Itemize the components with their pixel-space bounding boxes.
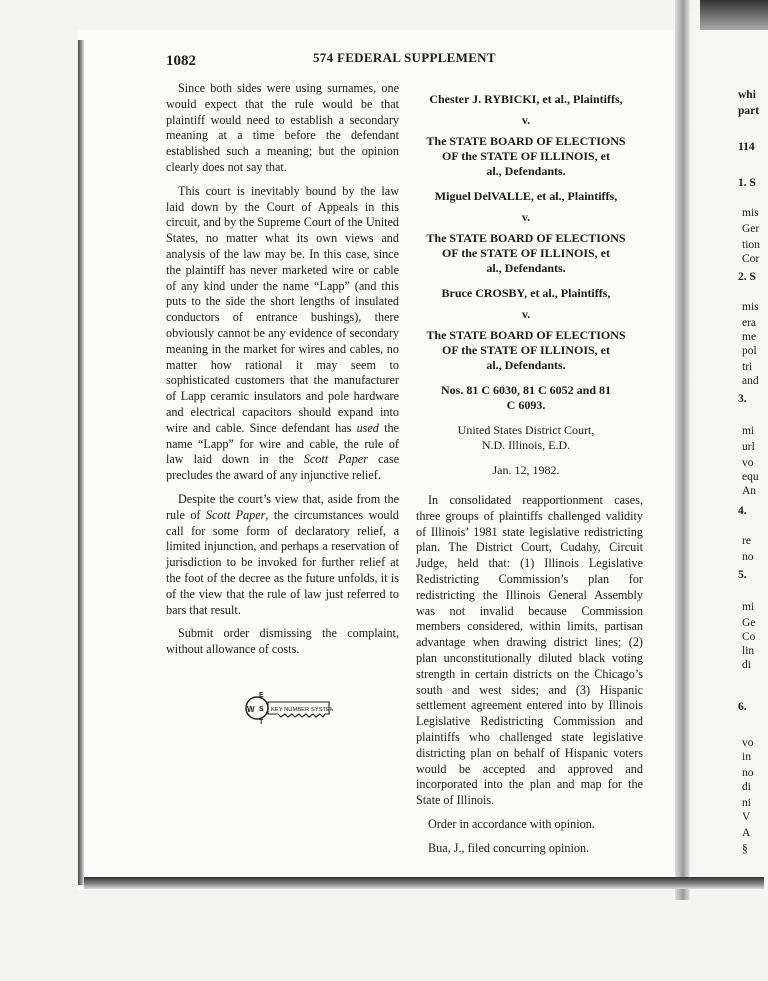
adjacent-page-fragment: part: [738, 105, 760, 117]
court-district: N.D. Illinois, E.D.: [481, 438, 571, 452]
adjacent-page-fragment: ni: [742, 797, 751, 809]
paragraph: Despite the court’s view that, aside from the rule of Scott Paper, the circumstances would call for some form of declaratory relief, a limited injunction, and perhaps a reservation of jurisdiction to be invoked for further relief at the foot of the decree as the future unfolds, it is of the view that the rule of law just referred to bars that result.: [166, 491, 400, 617]
west-key-number-seal: [243, 688, 333, 745]
adjacent-page-fragment: era: [742, 317, 757, 329]
defendant-line: The STATE BOARD OF ELECTIONS: [426, 231, 626, 245]
seal-letter: S: [259, 706, 264, 713]
court-name: United States District Court,: [457, 423, 595, 437]
syllabus-order: Order in accordance with opinion.: [428, 816, 595, 831]
adjacent-page-fragment: pol: [742, 345, 757, 357]
adjacent-page-fragment: vo: [742, 457, 754, 469]
adjacent-page-fragment: mi: [742, 425, 755, 437]
seal-letter: T: [259, 719, 264, 726]
syllabus-concurring: Bua, J., filed concurring opinion.: [428, 840, 590, 855]
defendant-line: al., Defendants.: [486, 261, 566, 275]
defendant-line: OF the STATE OF ILLINOIS, et: [441, 343, 611, 357]
defendant-line: The STATE BOARD OF ELECTIONS: [426, 134, 626, 148]
adjacent-page-fragment: me: [742, 331, 757, 343]
adjacent-page-fragment: Co: [742, 631, 756, 643]
docket-number: Nos. 81 C 6030, 81 C 6052 and 81: [440, 383, 611, 397]
adjacent-page-fragment: di: [742, 659, 751, 671]
adjacent-page-fragment: A: [742, 827, 751, 839]
seal-text: KEY NUMBER SYSTEM: [271, 707, 333, 713]
adjacent-page-fragment: tri: [742, 361, 753, 373]
adjacent-page-fragment: url: [742, 441, 755, 453]
defendant-line: OF the STATE OF ILLINOIS, et: [441, 149, 611, 163]
adjacent-page-fragment: 1. S: [738, 177, 756, 189]
adjacent-page-fragment: An: [742, 485, 757, 497]
running-head: 574 FEDERAL SUPPLEMENT: [313, 50, 496, 65]
versus: v.: [521, 307, 531, 321]
paragraph: Submit order dismissing the complaint, without allowance of costs.: [166, 626, 399, 657]
adjacent-page-fragment: whi: [738, 89, 756, 101]
adjacent-page-fragment: Cor: [742, 253, 760, 265]
defendant-line: al., Defendants.: [486, 358, 566, 372]
adjacent-page-fragment: no: [742, 767, 754, 779]
adjacent-page-fragment: 4.: [738, 505, 747, 517]
adjacent-page-fragment: vo: [742, 737, 754, 749]
defendant-line: al., Defendants.: [486, 164, 566, 178]
gutter-shadow: [675, 0, 690, 900]
adjacent-page-fragment: 2. S: [738, 271, 756, 283]
adjacent-page: [690, 10, 768, 890]
scan-corner-shadow: [700, 0, 768, 30]
seal-letter: W: [247, 705, 255, 714]
paragraph: Since both sides were using surnames, one would expect that the rule would be that plaintiff would need to establish a secondary meaning at a time before the defendant established such a meaning; but the opinion clearly does not say that.: [166, 81, 399, 174]
adjacent-page-fragment: mis: [742, 301, 759, 313]
adjacent-page-fragment: mis: [742, 207, 759, 219]
plaintiff-name: Bruce CROSBY, et al., Plaintiffs,: [441, 286, 611, 300]
adjacent-page-fragment: 5.: [738, 569, 747, 581]
left-column: [166, 81, 399, 666]
adjacent-page-fragment: Ger: [742, 223, 760, 235]
plaintiff-name: Miguel DelVALLE, et al., Plaintiffs,: [434, 189, 618, 203]
adjacent-page-fragment: re: [742, 535, 751, 547]
adjacent-page-fragment: equ: [742, 471, 759, 483]
case-caption: [406, 92, 646, 478]
docket-number: C 6093.: [506, 398, 546, 412]
adjacent-page-fragment: mi: [742, 601, 755, 613]
adjacent-page-fragment: 6.: [738, 701, 747, 713]
versus: v.: [521, 113, 531, 127]
adjacent-page-fragment: di: [742, 781, 751, 793]
adjacent-page-fragment: §: [742, 843, 748, 855]
plaintiff-name: Chester J. RYBICKI, et al., Plaintiffs,: [429, 92, 623, 106]
adjacent-page-fragment: 114: [738, 141, 755, 153]
page-bottom-edge: [84, 877, 764, 889]
adjacent-page-fragment: V: [742, 811, 751, 823]
defendant-line: OF the STATE OF ILLINOIS, et: [441, 246, 611, 260]
versus: v.: [521, 210, 531, 224]
decision-date: Jan. 12, 1982.: [492, 463, 560, 477]
adjacent-page-fragment: and: [742, 375, 759, 387]
paragraph: This court is inevitably bound by the law laid down by the Court of Appeals in this circuit, and by the Supreme Court of the United States, no matter what its own views and analysis of the law may be. In this case, since the plaintiff has never marketed wire or cable of any kind under the name “Lapp” (and this puts to the side the short lengths of insulated conductors of entrance bushings), there obviously cannot be any evidence of secondary meaning in the market for wires and cables, no matter how rational it may seem to sophisticated customers that the manufacturer of Lapp ceramic insulators and pole hardware and electrical capacitors should expand into wire and cable. Since defendant has used the name “Lapp” for wire and cable, the rule of law laid down in the Scott Paper case precludes the award of any injunctive relief.: [166, 183, 400, 483]
adjacent-page-fragment: 3.: [738, 393, 747, 405]
adjacent-page-fragment: tion: [742, 239, 760, 251]
adjacent-page-fragment: lin: [742, 645, 755, 657]
adjacent-page-fragment: no: [742, 551, 754, 563]
page-binding-shadow: [78, 40, 84, 885]
seal-letter: E: [259, 692, 264, 699]
adjacent-page-fragment: Ge: [742, 617, 756, 629]
defendant-line: The STATE BOARD OF ELECTIONS: [426, 328, 626, 342]
syllabus: [416, 493, 643, 865]
adjacent-page-fragment: in: [742, 751, 751, 763]
syllabus-summary: In consolidated reapportionment cases, three groups of plaintiffs challenged validity of Illinois’ 1981 state legislative redistricting plan. The District Court, Cudahy, Circuit Judge, held that: (1) Illinois Legislative Redistricting Commission’s plan for redistricting the Illinois General Assembly was not invalid because Commission members considered, within limits, partisan advantage when drawing district lines; (2) plan unconstitutionally diluted black voting strength in certain districts on the Chicago’s south and west sides; and (3) Hispanic settlement agreement entered into by Illinois Legislative Redistricting Commission and plaintiffs who challenged state legislative districting plan on behalf of Hispanic voters would be accepted and approved and incorporated into the plan and map for the State of Illinois.: [416, 493, 643, 808]
page-number: 1082: [166, 53, 196, 69]
